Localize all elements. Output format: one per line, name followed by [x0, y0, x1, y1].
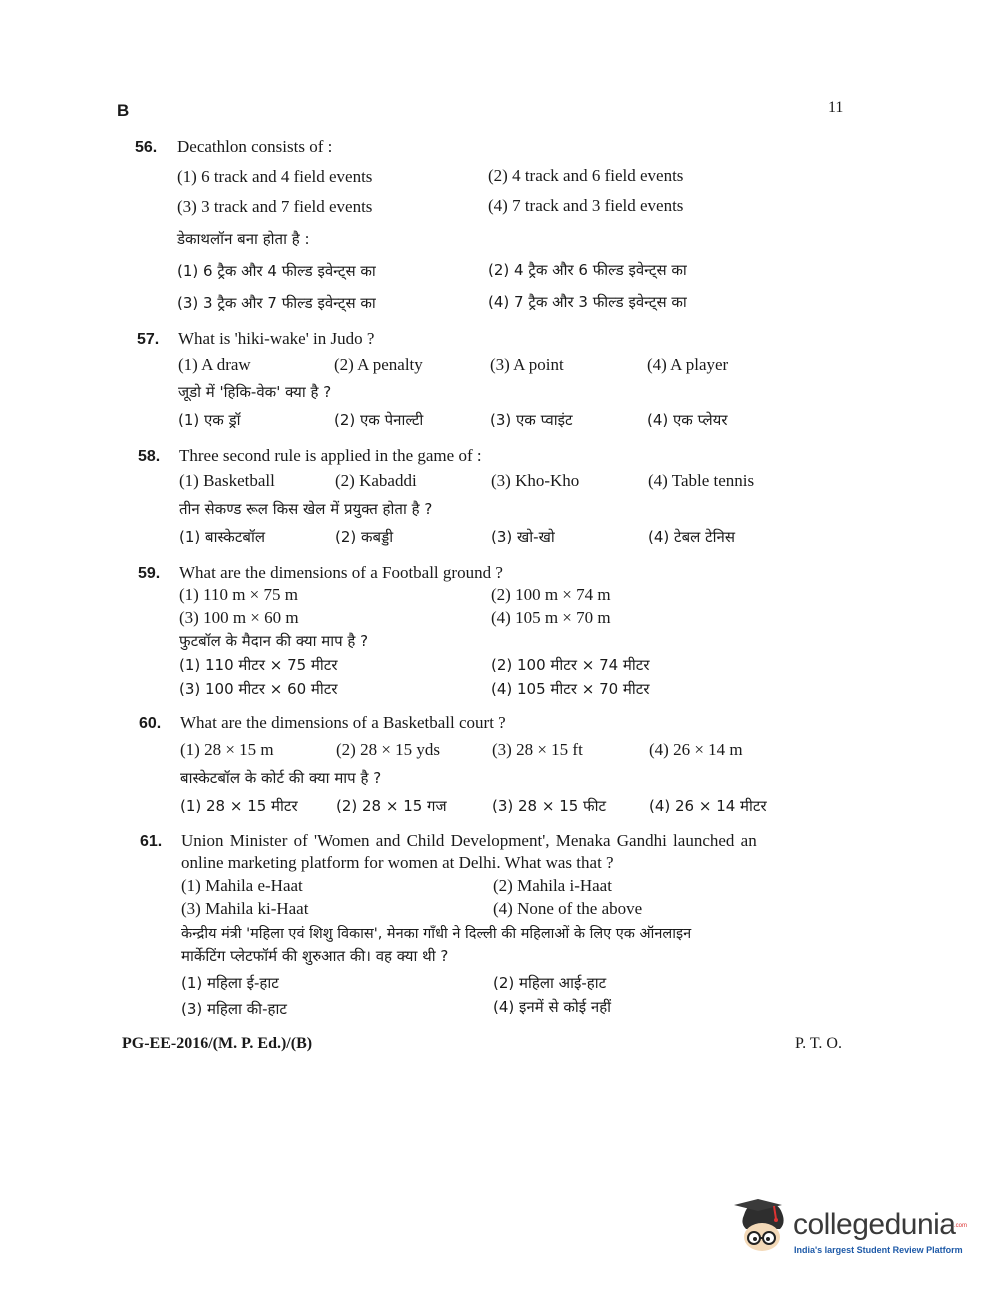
- page-number: 11: [828, 99, 844, 116]
- question-text-hindi-line-1: केन्द्रीय मंत्री 'महिला एवं शिशु विकास', मेनका गाँधी ने दिल्ली की महिलाओं के लिए एक ऑनलाइन: [181, 926, 692, 942]
- option-1: (1) 6 track and 4 field events: [177, 167, 373, 186]
- option-4: (4) 105 m × 70 m: [491, 608, 611, 627]
- option-3: (3) 3 track and 7 field events: [177, 197, 373, 216]
- set-label: B: [117, 101, 130, 120]
- option-2: (2) 100 m × 74 m: [491, 585, 611, 604]
- option-1-hindi: (1) 110 मीटर × 75 मीटर: [179, 656, 338, 674]
- question-text: What is 'hiki-wake' in Judo ?: [178, 329, 375, 348]
- option-2-hindi: (2) एक पेनाल्टी: [334, 411, 424, 429]
- option-3-hindi: (3) 100 मीटर × 60 मीटर: [179, 680, 338, 698]
- option-2: (2) A penalty: [334, 355, 423, 374]
- pto-label: P. T. O.: [795, 1035, 842, 1052]
- option-4-hindi: (4) 7 ट्रैक और 3 फील्ड इवेन्ट्स का: [488, 293, 687, 311]
- paper-code: PG-EE-2016/(M. P. Ed.)/(B): [122, 1035, 313, 1052]
- logo-tagline: India's largest Student Review Platform: [794, 1245, 963, 1255]
- option-4-hindi: (4) इनमें से कोई नहीं: [493, 998, 612, 1016]
- option-1-hindi: (1) महिला ई-हाट: [181, 974, 279, 992]
- question-number: 58.: [138, 448, 161, 465]
- option-4: (4) 7 track and 3 field events: [488, 196, 684, 215]
- question-text-line-2: online marketing platform for women at Delhi. What was that ?: [181, 853, 614, 872]
- option-1-hindi: (1) बास्केटबॉल: [179, 528, 266, 546]
- question-number: 61.: [140, 833, 163, 850]
- option-2-hindi: (2) 4 ट्रैक और 6 फील्ड इवेन्ट्स का: [488, 261, 687, 279]
- question-number: 57.: [137, 331, 160, 348]
- option-1: (1) 28 × 15 m: [180, 740, 274, 759]
- option-2: (2) Kabaddi: [335, 471, 417, 490]
- option-1-hindi: (1) एक ड्रॉ: [178, 411, 241, 429]
- option-3-hindi: (3) 3 ट्रैक और 7 फील्ड इवेन्ट्स का: [177, 294, 376, 312]
- option-1: (1) A draw: [178, 355, 251, 374]
- logo-com: .com: [954, 1223, 968, 1229]
- question-text: Three second rule is applied in the game of :: [179, 446, 482, 465]
- question-text-hindi: बास्केटबॉल के कोर्ट की क्या माप है ?: [180, 769, 382, 787]
- question-text-hindi-line-2: मार्केटिंग प्लेटफॉर्म की शुरुआत की। वह क्या थी ?: [181, 947, 449, 965]
- option-4: (4) A player: [647, 355, 729, 374]
- option-3: (3) Kho-Kho: [491, 471, 580, 490]
- question-text-line-1: Union Minister of 'Women and Child Development', Menaka Gandhi launched an: [181, 831, 757, 850]
- option-1: (1) Basketball: [179, 471, 275, 490]
- option-3: (3) A point: [490, 355, 564, 374]
- option-3: (3) 100 m × 60 m: [179, 608, 299, 627]
- question-text: Decathlon consists of :: [177, 137, 333, 156]
- option-4-hindi: (4) एक प्लेयर: [647, 411, 728, 429]
- option-4: (4) None of the above: [493, 899, 643, 918]
- option-3-hindi: (3) महिला की-हाट: [181, 1000, 287, 1018]
- option-2: (2) Mahila i-Haat: [493, 876, 612, 895]
- logo-wordmark: collegedunia: [793, 1208, 956, 1241]
- option-3: (3) Mahila ki-Haat: [181, 899, 309, 918]
- question-text-hindi: तीन सेकण्ड रूल किस खेल में प्रयुक्त होता है ?: [179, 500, 433, 518]
- question-number: 59.: [138, 565, 161, 582]
- question-number: 60.: [139, 715, 162, 732]
- question-text-hindi: फुटबॉल के मैदान की क्या माप है ?: [179, 632, 369, 650]
- option-1-hindi: (1) 28 × 15 मीटर: [180, 797, 298, 815]
- option-4-hindi: (4) 26 × 14 मीटर: [649, 797, 767, 815]
- option-2-hindi: (2) कबड्डी: [335, 528, 394, 546]
- question-text: What are the dimensions of a Football ground ?: [179, 563, 503, 582]
- question-text-hindi: डेकाथलॉन बना होता है :: [177, 230, 310, 248]
- option-3-hindi: (3) खो-खो: [491, 528, 555, 546]
- mascot-icon: [734, 1197, 792, 1257]
- question-text-hindi: जूडो में 'हिकि-वेक' क्या है ?: [178, 383, 332, 401]
- option-4-hindi: (4) 105 मीटर × 70 मीटर: [491, 680, 650, 698]
- option-1: (1) Mahila e-Haat: [181, 876, 303, 895]
- option-1: (1) 110 m × 75 m: [179, 585, 298, 604]
- option-4: (4) 26 × 14 m: [649, 740, 743, 759]
- option-2: (2) 4 track and 6 field events: [488, 166, 684, 185]
- option-2-hindi: (2) 28 × 15 गज: [336, 797, 447, 815]
- option-2: (2) 28 × 15 yds: [336, 740, 441, 759]
- option-3: (3) 28 × 15 ft: [492, 740, 583, 759]
- option-3-hindi: (3) एक प्वाइंट: [490, 411, 573, 429]
- option-1-hindi: (1) 6 ट्रैक और 4 फील्ड इवेन्ट्स का: [177, 262, 376, 280]
- option-2-hindi: (2) महिला आई-हाट: [493, 974, 607, 992]
- question-text: What are the dimensions of a Basketball court ?: [180, 713, 506, 732]
- question-number: 56.: [135, 139, 158, 156]
- option-3-hindi: (3) 28 × 15 फीट: [492, 797, 607, 815]
- option-4-hindi: (4) टेबल टेनिस: [648, 528, 735, 546]
- option-2-hindi: (2) 100 मीटर × 74 मीटर: [491, 656, 650, 674]
- option-4: (4) Table tennis: [648, 471, 755, 490]
